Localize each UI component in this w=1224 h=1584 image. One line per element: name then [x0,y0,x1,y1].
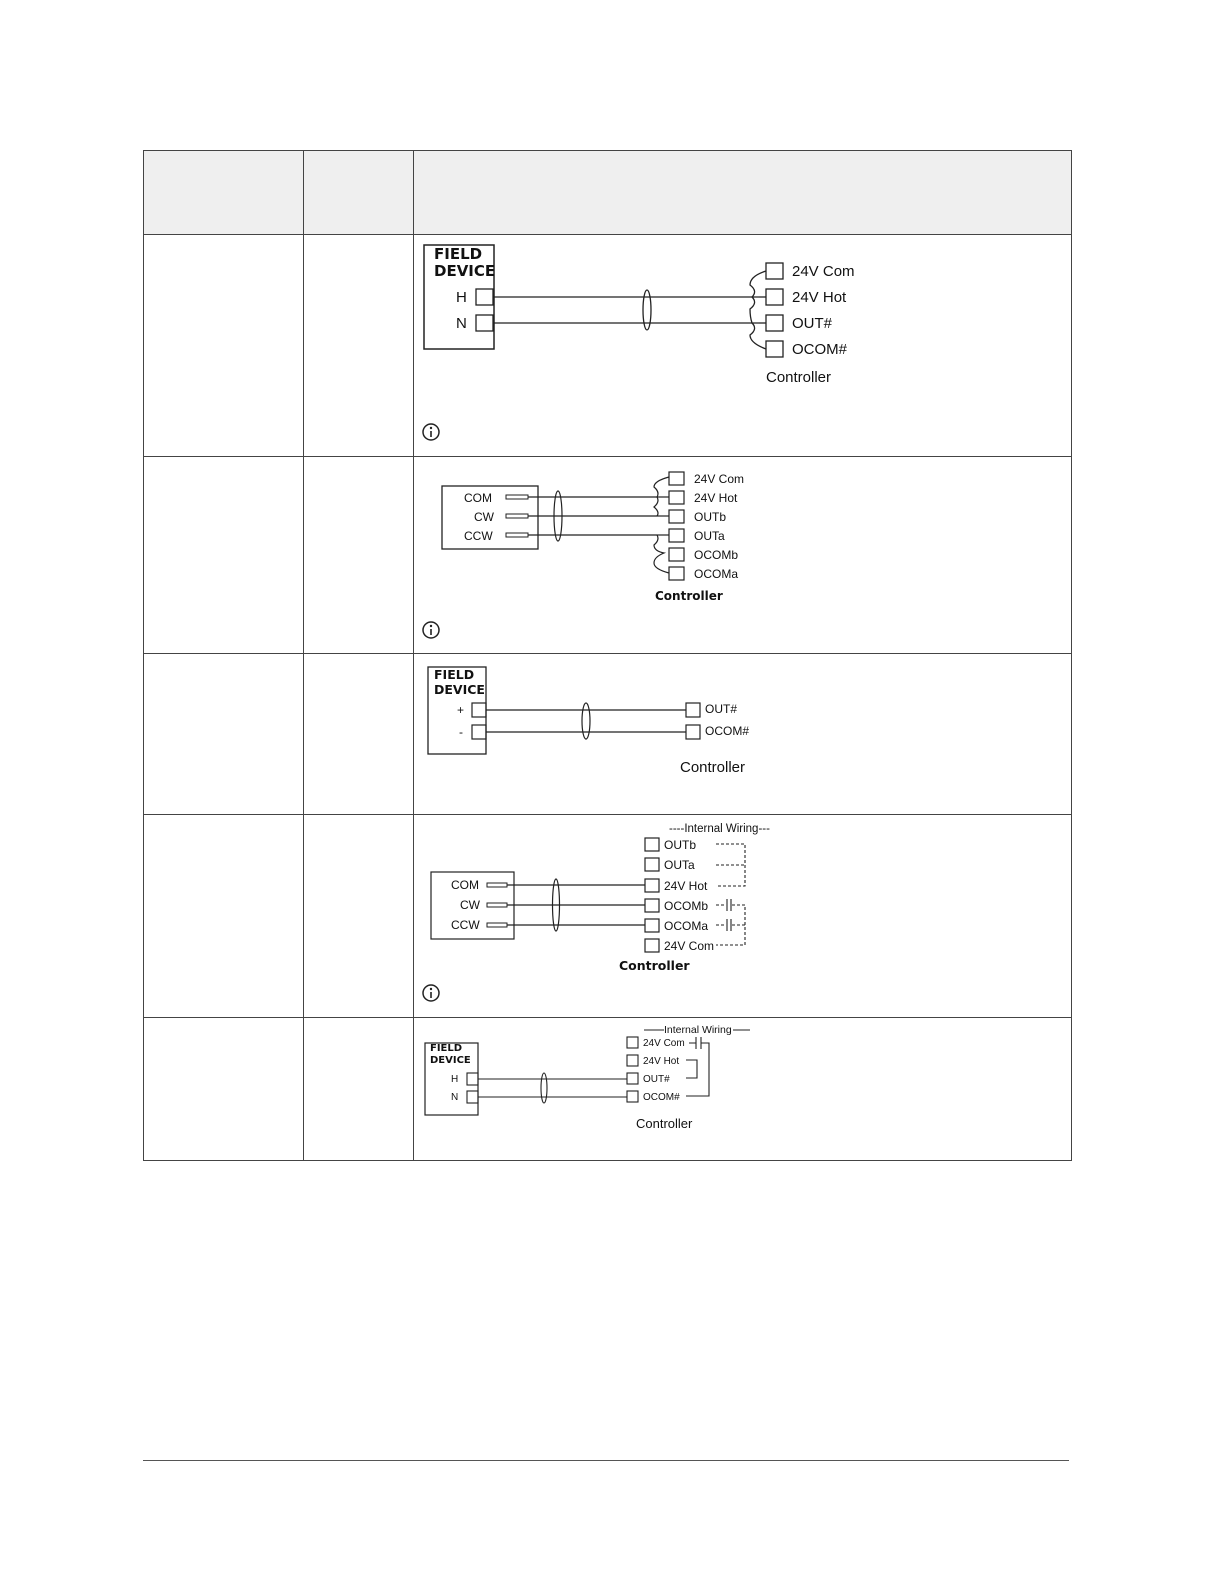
diagram-cell [414,1018,1072,1161]
controller-label: Controller [636,1116,693,1131]
controller-terminal [645,858,659,871]
device-terminal [472,703,486,717]
device-terminal-label: - [459,725,463,739]
jumper-bracket [654,477,669,573]
device-terminal [467,1073,478,1085]
controller-terminal-label: 24V Hot [694,491,738,505]
device-terminal-label: CCW [451,918,480,932]
controller-terminal-label: 24V Hot [792,289,847,306]
device-terminal-label: COM [451,878,479,892]
table-cell [144,654,304,815]
controller-terminal [627,1055,638,1066]
controller-label: Controller [766,369,832,386]
cable-shield [643,290,651,330]
wiring-table [143,150,1072,1161]
header-cell [304,151,414,235]
field-device-label: FIELD [430,1043,463,1054]
header-cell [144,151,304,235]
controller-terminal-label: OUTb [664,838,697,852]
device-terminal-label: N [456,315,467,332]
table-cell [304,654,414,815]
device-terminal-label: CW [474,510,494,524]
table-cell [144,1018,304,1161]
controller-terminal [627,1073,638,1084]
controller-terminal-label: OCOMb [694,548,739,562]
table-row [144,815,1072,1018]
controller-terminal-label: 24V Com [694,472,745,486]
controller-terminal-label: OUT# [643,1074,670,1085]
device-terminal [472,725,486,739]
header-cell [414,151,1072,235]
device-terminal [467,1091,478,1103]
table-row [144,654,1072,815]
device-terminal-label: CW [460,898,480,912]
controller-terminal-label: OCOM# [792,341,848,358]
controller-terminal [686,725,700,739]
controller-terminal-label: 24V Com [643,1038,685,1049]
info-circle-icon [423,985,439,1001]
table-cell [144,815,304,1018]
table-row [144,235,1072,457]
table-header-row [144,151,1072,235]
controller-terminal [669,567,684,580]
controller-terminal-label: OUTa [664,858,695,872]
controller-terminal-label: 24V Com [664,939,715,953]
controller-terminal [669,510,684,523]
controller-terminal [669,548,684,561]
controller-terminal-label: OCOM# [705,724,750,738]
table-row [144,457,1072,654]
controller-terminal-label: 24V Com [792,263,855,280]
device-terminal [476,315,493,331]
controller-terminal-label: OUT# [705,702,738,716]
diagram-cell [414,654,1072,815]
cable-shield [582,703,590,739]
controller-terminal-label: OUT# [792,315,833,332]
controller-terminal [669,472,684,485]
controller-terminal [645,879,659,892]
controller-terminal [645,899,659,912]
wiring-diagram-floating-internal [414,815,1070,1017]
controller-terminal [669,529,684,542]
field-device-label: DEVICE [430,1055,471,1066]
controller-terminal-label: OCOMa [694,567,739,581]
internal-wiring-label: ----Internal Wiring--- [669,823,770,835]
device-terminal [506,495,528,499]
table-cell [304,235,414,457]
field-device-label: DEVICE [434,262,496,280]
device-terminal-label: + [457,703,465,717]
controller-terminal-label: 24V Hot [664,879,708,893]
controller-terminal [766,263,783,279]
controller-terminal [645,838,659,851]
controller-terminal-label: OUTa [694,529,725,543]
controller-label: Controller [655,589,723,603]
device-terminal [476,289,493,305]
controller-terminal [766,341,783,357]
field-device-label: FIELD [434,245,483,263]
footer-divider [143,1460,1069,1461]
device-terminal [487,923,507,927]
wiring-diagram-ac-two-wire [414,235,1070,455]
contact-symbols [727,899,731,931]
controller-terminal [766,289,783,305]
table-cell [144,457,304,654]
controller-terminal [669,491,684,504]
table-cell [304,1018,414,1161]
device-terminal [487,903,507,907]
controller-terminal-label: OCOM# [643,1092,680,1103]
controller-terminal-label: OCOMa [664,919,709,933]
controller-terminal-label: OUTb [694,510,727,524]
device-terminal [506,514,528,518]
field-device-label: DEVICE [434,682,485,697]
controller-label: Controller [619,958,690,973]
table-row [144,1018,1072,1161]
controller-terminal-label: OCOMb [664,899,709,913]
wiring-diagram-dc-two-wire [414,654,1070,814]
controller-terminal [627,1091,638,1102]
controller-terminal [645,919,659,932]
field-device-label: FIELD [434,667,475,682]
wiring-diagram-floating [414,457,1070,653]
wiring-diagram-ac-internal [414,1018,1070,1160]
diagram-cell [414,457,1072,654]
device-terminal-label: CCW [464,529,493,543]
info-circle-icon [423,622,439,638]
device-terminal-label: H [456,289,467,306]
controller-terminal [645,939,659,952]
device-terminal-label: COM [464,491,492,505]
controller-terminal [686,703,700,717]
device-terminal [506,533,528,537]
controller-terminal-label: 24V Hot [643,1056,680,1067]
device-terminal-label: H [451,1074,459,1085]
diagram-cell [414,235,1072,457]
table-cell [304,457,414,654]
jumper-bracket [750,271,766,349]
device-terminal [487,883,507,887]
table-cell [304,815,414,1018]
controller-terminal [766,315,783,331]
diagram-cell [414,815,1072,1018]
device-terminal-label: N [451,1092,459,1103]
internal-wiring-label: Internal Wiring [664,1024,732,1036]
table-cell [144,235,304,457]
internal-wiring-jumpers [686,1037,709,1096]
info-circle-icon [423,424,439,440]
controller-label: Controller [680,759,746,776]
controller-terminal [627,1037,638,1048]
cable-shield [541,1073,547,1103]
